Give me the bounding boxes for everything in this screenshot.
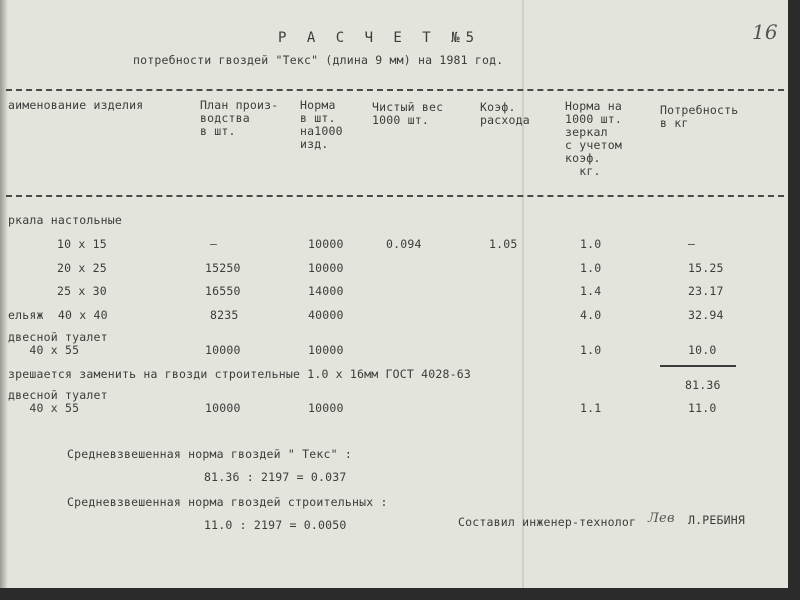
total-value: 81.36 — [685, 378, 721, 392]
row-name: 10 х 15 — [57, 237, 107, 251]
row-name: двесной туалет 40 х 55 — [8, 330, 108, 357]
header-plan: План произ- водства в шт. — [200, 98, 279, 138]
row-plan: 10000 — [205, 401, 241, 415]
compiler-label: Составил инженер-технолог — [458, 515, 637, 529]
row-plan: 10000 — [205, 343, 241, 357]
row-norm: 10000 — [308, 237, 344, 251]
row-weight: 0.094 — [386, 237, 422, 251]
row-name: ельяж 40 х 40 — [8, 308, 108, 322]
header-top-rule — [6, 89, 784, 91]
row-need: 10.0 — [688, 343, 717, 357]
row-need: 23.17 — [688, 284, 724, 298]
substitution-note: зрешается заменить на гвозди строительные 1.0 х 16мм ГОСТ 4028-63 — [8, 367, 472, 381]
row-name: 25 х 30 — [57, 284, 107, 298]
row-norm-per-1000: 1.1 — [580, 401, 602, 415]
compiler-name: Л.РЕБИНЯ — [688, 513, 745, 527]
group-label: ркала настольные — [8, 213, 122, 227]
row-plan: – — [210, 237, 218, 251]
row-need: 15.25 — [688, 261, 724, 275]
header-need: Потребность в кг — [660, 103, 739, 130]
header-bottom-rule — [6, 195, 784, 197]
row-plan: 15250 — [205, 261, 241, 275]
row-norm-per-1000: 1.4 — [580, 284, 602, 298]
average-2-value: 11.0 : 2197 = 0.0050 — [204, 518, 347, 532]
signature: Лев — [648, 511, 675, 526]
row-norm: 10000 — [308, 261, 344, 275]
row-norm-per-1000: 1.0 — [580, 343, 602, 357]
row-coef: 1.05 — [489, 237, 518, 251]
header-weight: Чистый вес 1000 шт. — [372, 100, 444, 127]
row-plan: 8235 — [210, 308, 239, 322]
page-number: 16 — [752, 20, 778, 44]
row-need: 11.0 — [688, 401, 717, 415]
header-coef: Коэф. расхода — [480, 100, 530, 127]
document-title: Р А С Ч Е Т №5 — [278, 30, 481, 46]
row-norm: 14000 — [308, 284, 344, 298]
document-subtitle: потребности гвоздей "Текс" (длина 9 мм) на 1981 год. — [133, 53, 504, 67]
row-name: 20 х 25 — [57, 261, 107, 275]
row-need: – — [688, 237, 696, 251]
average-2-label: Средневзвешенная норма гвоздей строительных : — [67, 495, 388, 509]
total-underline — [660, 365, 736, 367]
row-name: двесной туалет 40 х 55 — [8, 388, 108, 415]
row-plan: 16550 — [205, 284, 241, 298]
scan-border-right — [788, 0, 800, 600]
average-1-label: Средневзвешенная норма гвоздей " Текс" : — [67, 447, 352, 461]
row-norm-per-1000: 1.0 — [580, 237, 602, 251]
scan-border-bottom — [0, 588, 800, 600]
row-norm: 10000 — [308, 401, 344, 415]
row-norm: 40000 — [308, 308, 344, 322]
row-norm: 10000 — [308, 343, 344, 357]
row-need: 32.94 — [688, 308, 724, 322]
header-norm: Норма в шт. на1000 изд. — [300, 98, 343, 151]
row-norm-per-1000: 4.0 — [580, 308, 602, 322]
average-1-value: 81.36 : 2197 = 0.037 — [204, 470, 347, 484]
header-name: аименование изделия — [8, 98, 144, 112]
header-norm-per-1000: Норма на 1000 шт. зеркал с учетом коэф. кг. — [565, 99, 622, 178]
row-norm-per-1000: 1.0 — [580, 261, 602, 275]
